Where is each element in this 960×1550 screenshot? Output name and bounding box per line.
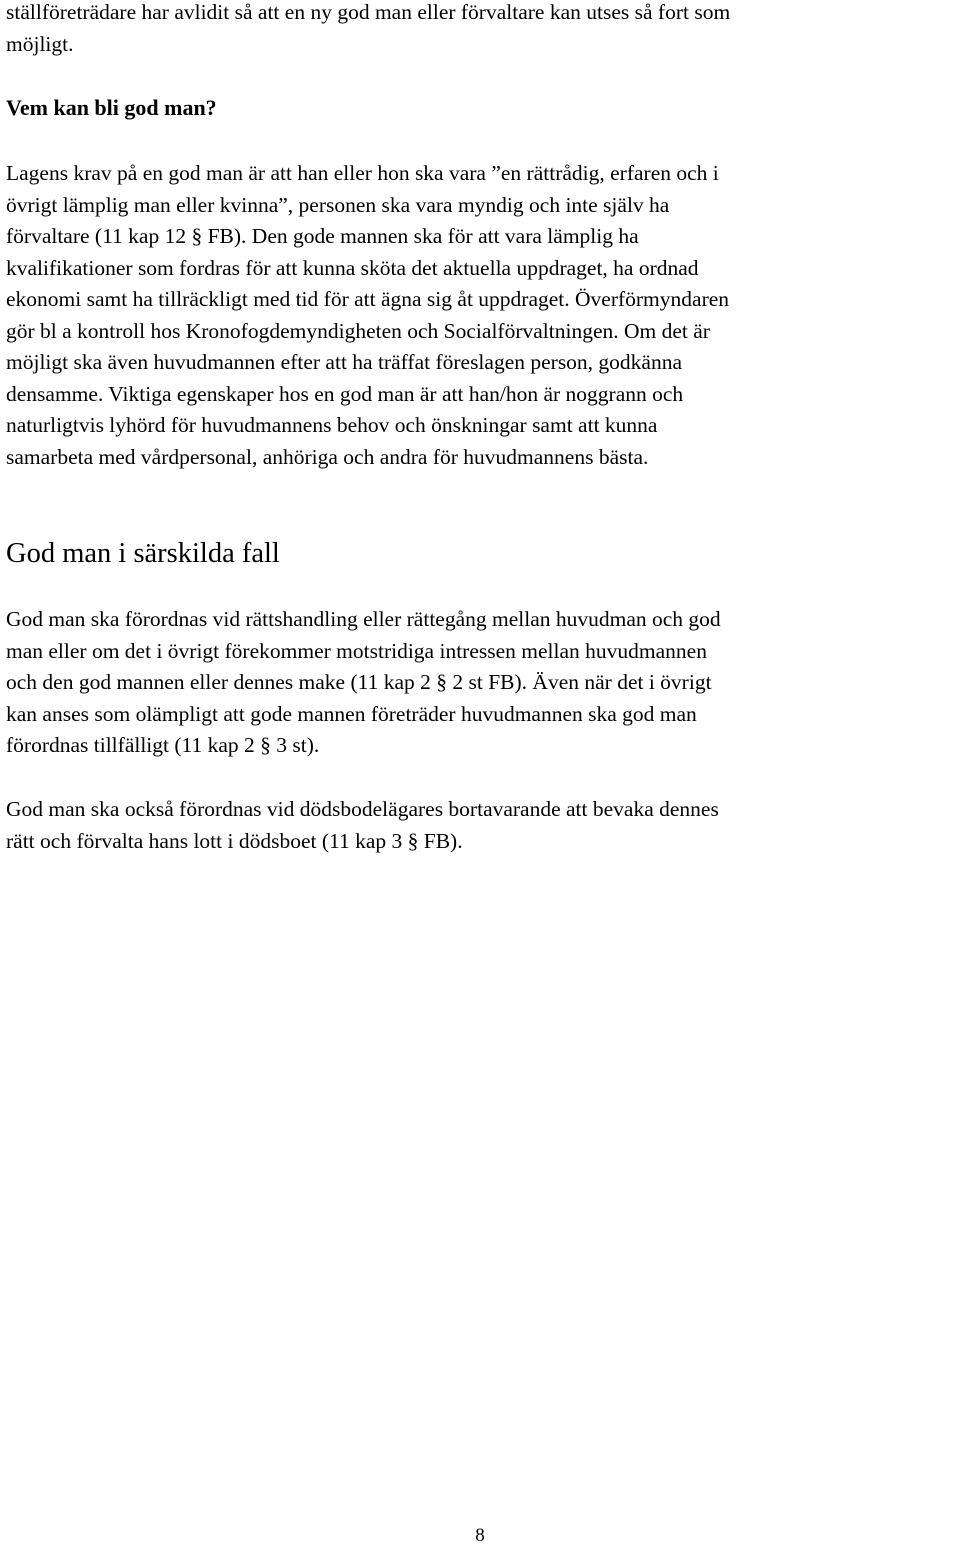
text-line: ställföreträdare har avlidit så att en ny god man eller förvaltare kan utses så fort som (6, 0, 731, 24)
paragraph-sarskilda-fall (6, 604, 950, 762)
paragraph-continued (6, 0, 950, 60)
text-line: Lagens krav på en god man är att han eller hon ska vara ”en rättrådig, erfaren och i (6, 161, 719, 185)
text-line: gör bl a kontroll hos Kronofogdemyndigheten och Socialförvaltningen. Om det är (6, 318, 710, 343)
text-line: och den god mannen eller dennes make (11 kap 2 § 2 st FB). Även när det i övrigt (6, 670, 712, 694)
text-line: möjligt. (6, 31, 74, 56)
text-line: rätt och förvalta hans lott i dödsboet (11 kap 3 § FB). (6, 828, 463, 853)
text-line: man eller om det i övrigt förekommer motstridiga intressen mellan huvudmannen (6, 638, 707, 663)
text-line: kvalifikationer som fordras för att kunna sköta det aktuella uppdraget, ha ordnad (6, 255, 699, 280)
section-heading-god-man-i-sarskilda-fall: God man i särskilda fall (6, 538, 280, 569)
text-line: densamme. Viktiga egenskaper hos en god man är att han/hon är noggrann och (6, 381, 684, 406)
text-line: förordnas tillfälligt (11 kap 2 § 3 st). (6, 733, 320, 757)
text-line: samarbeta med vårdpersonal, anhöriga och andra för huvudmannens bästa. (6, 444, 649, 469)
document-page (6, 0, 954, 1550)
section-heading-vem-kan-bli-god-man: Vem kan bli god man? (6, 95, 217, 120)
text-line: övrigt lämplig man eller kvinna”, personen ska vara myndig och inte själv ha (6, 192, 670, 217)
paragraph-dodsbodelagare (6, 794, 950, 857)
page-number: 8 (475, 1525, 485, 1546)
text-line: ekonomi samt ha tillräckligt med tid för att ägna sig åt uppdraget. Överförmyndaren (6, 287, 730, 311)
text-line: möjligt ska även huvudmannen efter att ha träffat föreslagen person, godkänna (6, 350, 683, 374)
text-line: naturligtvis lyhörd för huvudmannens behov och önskningar samt att kunna (6, 413, 658, 437)
text-line: God man ska förordnas vid rättshandling eller rättegång mellan huvudman och god (6, 607, 721, 631)
text-line: kan anses som olämpligt att gode mannen företräder huvudmannen ska god man (6, 701, 697, 726)
text-line: förvaltare (11 kap 12 § FB). Den gode mannen ska för att vara lämplig ha (6, 224, 639, 248)
paragraph-lagens-krav (6, 158, 950, 473)
text-line: God man ska också förordnas vid dödsbodelägares bortavarande att bevaka dennes (6, 797, 719, 821)
